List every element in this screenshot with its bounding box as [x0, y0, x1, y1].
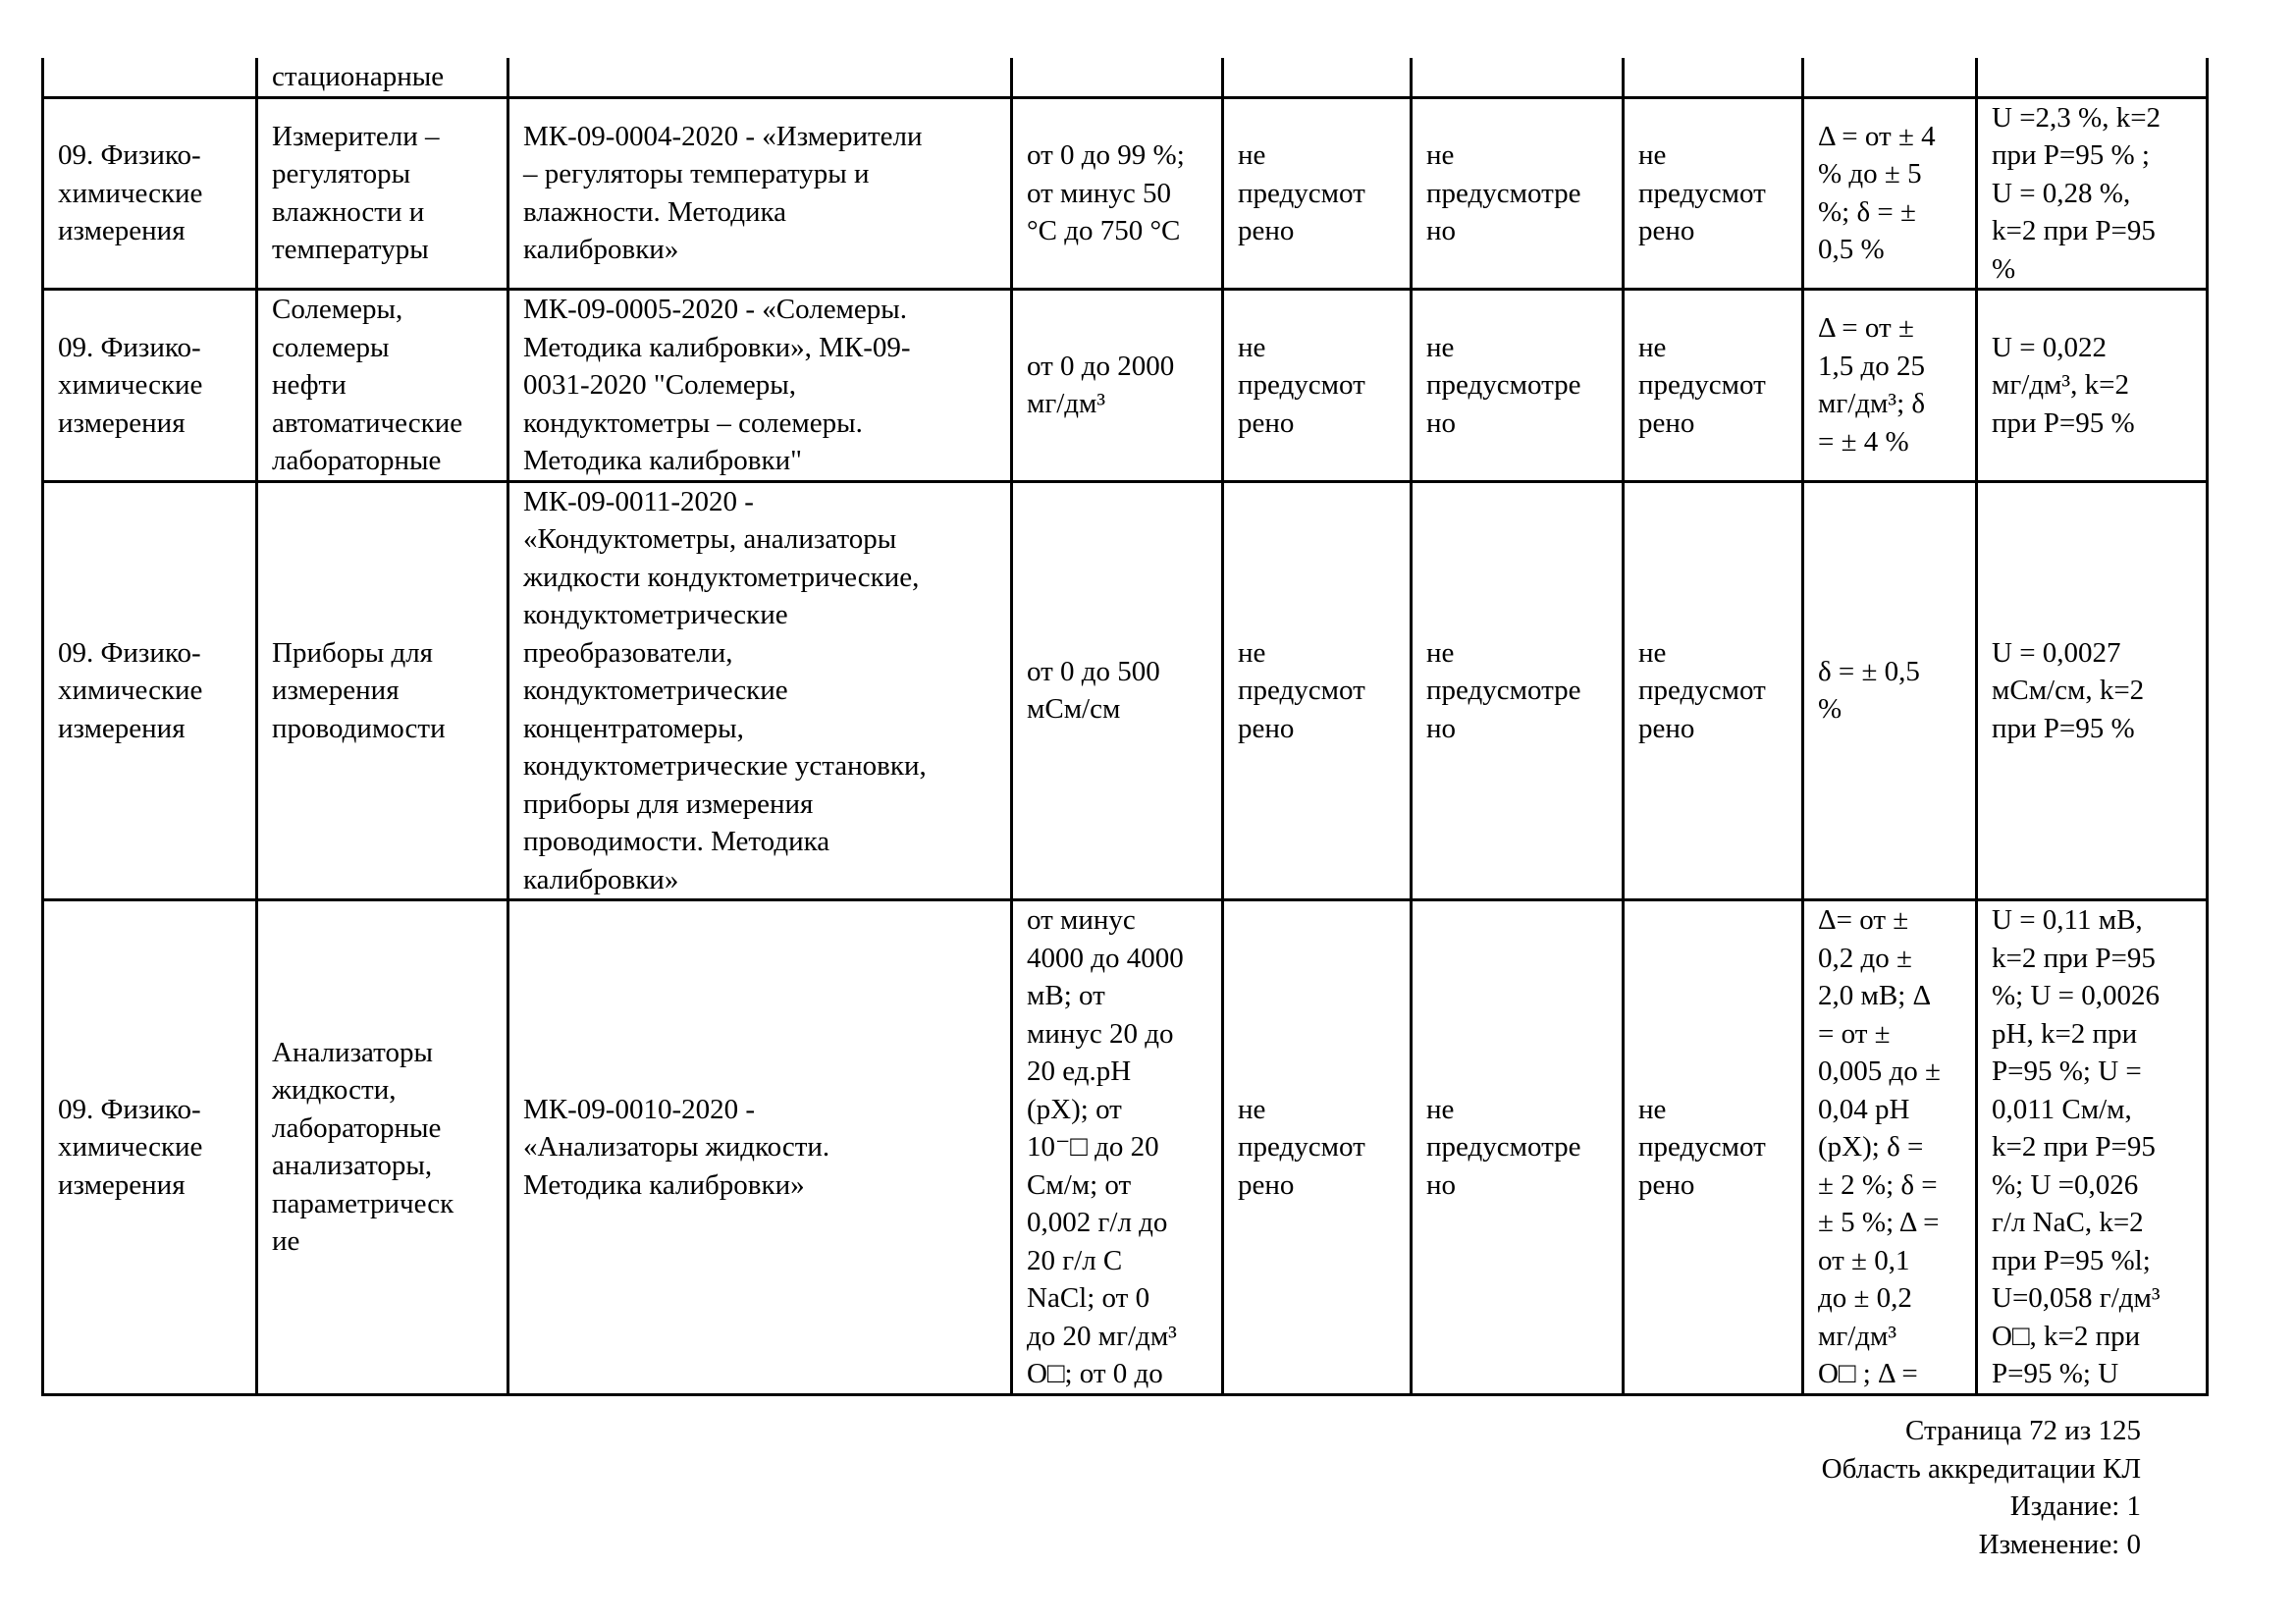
cell-instrument: [257, 58, 508, 97]
cell-text: не предусмот рено: [1238, 636, 1365, 744]
cell-c5: [1223, 58, 1412, 97]
cell-text: МК-09-0005-2020 - «Солемеры. Методика калибровки», МК-09- 0031-2020 "Солемеры, кондуктометры – солемеры. Методика калибровки": [523, 294, 911, 476]
cell-c6: [1412, 290, 1624, 482]
change-label: Изменение: 0: [1978, 1528, 2141, 1560]
edition-label: Издание: 1: [2009, 1490, 2141, 1522]
cell-text: не предусмотре но: [1426, 139, 1581, 246]
cell-instrument: [257, 900, 508, 1395]
cell-uncertainty: [1977, 290, 2208, 482]
cell-text: не предусмотре но: [1426, 636, 1581, 744]
cell-text: от минус 4000 до 4000 мВ; от минус 20 до 20 ед.рН (рХ); от 10⁻□ до 20 См/м; от 0,002 г/л до 20 г/л С NaCl; от 0 до 20 мг/дм³ O□; от 0 до: [1027, 904, 1184, 1389]
cell-text: не предусмотре но: [1426, 331, 1581, 439]
cell-instrument: [257, 481, 508, 900]
cell-accuracy: [1803, 900, 1977, 1395]
cell-text: Измерители – регуляторы влажности и температуры: [272, 120, 440, 266]
scope-title: Область аккредитации КЛ: [1821, 1452, 2141, 1485]
cell-c7: [1624, 900, 1803, 1395]
cell-text: не предусмот рено: [1638, 139, 1766, 246]
cell-uncertainty: [1977, 58, 2208, 97]
page-number: Страница 72 из 125: [1904, 1415, 2141, 1446]
cell-field: [43, 900, 257, 1395]
cell-text: 09. Физико- химические измерения: [58, 636, 203, 744]
cell-range: [1012, 900, 1223, 1395]
cell-field: [43, 58, 257, 97]
cell-c6: [1412, 97, 1624, 290]
cell-text: Приборы для измерения проводимости: [272, 636, 446, 744]
cell-accuracy: [1803, 290, 1977, 482]
cell-uncertainty: [1977, 97, 2208, 290]
accreditation-scope-table: [41, 58, 2209, 1396]
cell-c7: [1624, 97, 1803, 290]
cell-text: Δ = от ± 4 % до ± 5 %; δ = ± 0,5 %: [1818, 120, 1936, 266]
cell-text: не предусмот рено: [1238, 1093, 1365, 1201]
cell-range: [1012, 290, 1223, 482]
cell-method: [508, 97, 1012, 290]
cell-c7: [1624, 481, 1803, 900]
cell-text: 09. Физико- химические измерения: [58, 331, 203, 439]
cell-c5: [1223, 290, 1412, 482]
cell-text: МК-09-0004-2020 - «Измерители – регуляторы температуры и влажности. Методика калибровки»: [523, 120, 923, 266]
cell-field: [43, 97, 257, 290]
cell-text: не предусмот рено: [1638, 331, 1766, 439]
cell-method: [508, 900, 1012, 1395]
cell-c7: [1624, 58, 1803, 97]
cell-accuracy: [1803, 58, 1977, 97]
cell-c7: [1624, 290, 1803, 482]
cell-method: [508, 58, 1012, 97]
cell-text: Δ = от ± 1,5 до 25 мг/дм³; δ = ± 4 %: [1818, 312, 1926, 458]
cell-text: не предусмот рено: [1638, 1093, 1766, 1201]
cell-text: от 0 до 2000 мг/дм³: [1027, 350, 1175, 420]
cell-range: [1012, 97, 1223, 290]
cell-field: [43, 481, 257, 900]
table-row: [43, 481, 2208, 900]
page-footer: [1822, 1412, 2141, 1563]
cell-c5: [1223, 481, 1412, 900]
cell-text: Солемеры, солемеры нефти автоматические лабораторные: [272, 294, 463, 476]
cell-c6: [1412, 900, 1624, 1395]
cell-field: [43, 290, 257, 482]
cell-c6: [1412, 481, 1624, 900]
table-row: [43, 97, 2208, 290]
cell-text: МК-09-0010-2020 - «Анализаторы жидкости. Методика калибровки»: [523, 1093, 830, 1201]
cell-c5: [1223, 900, 1412, 1395]
table-row-continuation: [43, 58, 2208, 97]
cell-text: U = 0,0027 мСм/см, k=2 при Р=95 %: [1992, 636, 2145, 744]
cell-range: [1012, 481, 1223, 900]
cell-text: стационарные: [272, 61, 445, 92]
cell-text: U = 0,11 мВ, k=2 при Р=95 %; U = 0,0026 pH, k=2 при Р=95 %; U = 0,011 См/м, k=2 при Р=95 %; U =0,026 г/л NaC, k=2 при Р=95 %l; U=0,058 г/дм³ O□, k=2 при Р=95 %; U: [1992, 904, 2161, 1389]
cell-text: δ = ± 0,5 %: [1818, 655, 1920, 726]
cell-text: МК-09-0011-2020 - «Кондуктометры, анализаторы жидкости кондуктометрические, кондуктометрические преобразователи, кондуктометрические концентратомеры, кондуктометрические установки, приборы для измерения проводимости. Методика калибровки»: [523, 485, 927, 895]
cell-text: Анализаторы жидкости, лабораторные анализаторы, параметрическ ие: [272, 1036, 454, 1258]
cell-text: U = 0,022 мг/дм³, k=2 при Р=95 %: [1992, 331, 2135, 439]
cell-text: U =2,3 %, k=2 при Р=95 % ; U = 0,28 %, k=2 при Р=95 %: [1992, 101, 2162, 285]
cell-text: не предусмот рено: [1238, 331, 1365, 439]
cell-accuracy: [1803, 481, 1977, 900]
cell-text: от 0 до 99 %; от минус 50 °С до 750 °С: [1027, 139, 1185, 246]
cell-text: не предусмот рено: [1238, 139, 1365, 246]
cell-accuracy: [1803, 97, 1977, 290]
cell-text: от 0 до 500 мСм/см: [1027, 655, 1160, 726]
cell-c6: [1412, 58, 1624, 97]
cell-instrument: [257, 290, 508, 482]
cell-uncertainty: [1977, 900, 2208, 1395]
cell-method: [508, 290, 1012, 482]
table-row: [43, 290, 2208, 482]
cell-text: не предусмот рено: [1638, 636, 1766, 744]
cell-text: не предусмотре но: [1426, 1093, 1581, 1201]
table-row: [43, 900, 2208, 1395]
cell-range: [1012, 58, 1223, 97]
cell-text: 09. Физико- химические измерения: [58, 139, 203, 246]
cell-text: Δ= от ± 0,2 до ± 2,0 мВ; Δ = от ± 0,005 до ± 0,04 рН (рХ); δ = ± 2 %; δ = ± 5 %; Δ = от ± 0,1 до ± 0,2 мг/дм³ O□ ; Δ =: [1818, 904, 1941, 1389]
cell-c5: [1223, 97, 1412, 290]
cell-instrument: [257, 97, 508, 290]
cell-method: [508, 481, 1012, 900]
cell-text: 09. Физико- химические измерения: [58, 1093, 203, 1201]
cell-uncertainty: [1977, 481, 2208, 900]
